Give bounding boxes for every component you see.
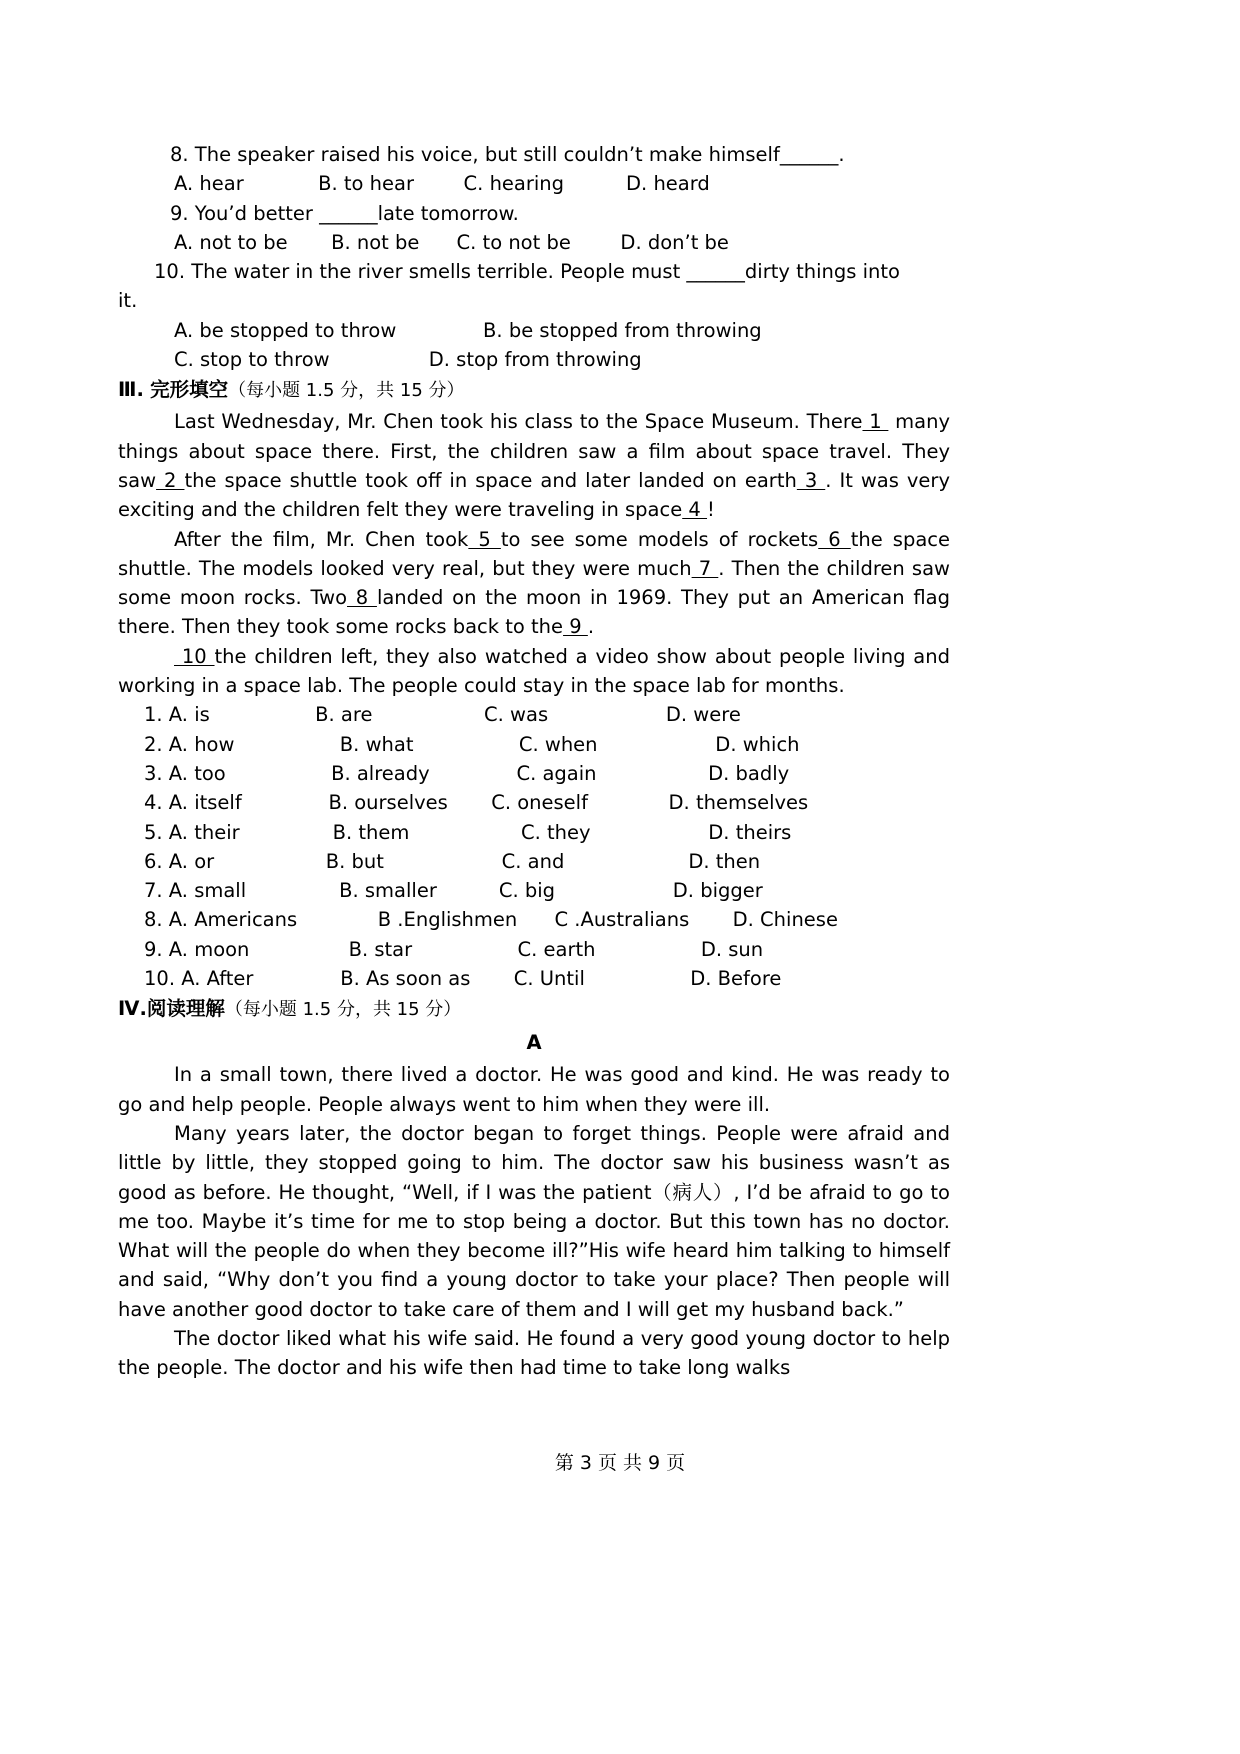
section-score-note-reading: （每小题 1.5 分，共 15 分）	[224, 999, 462, 1021]
section-numeral-4-dot: .	[139, 997, 147, 1021]
cloze-blank-3[interactable]: 3	[796, 468, 826, 492]
question-9-stem: 9. You’d better ______late tomorrow.	[170, 201, 519, 225]
question-8-options: A. hear B. to hear C. hearing D. heard	[174, 172, 710, 196]
cloze-option-row-4[interactable]: 4. A. itself B. ourselves C. oneself D. themselves	[144, 791, 809, 815]
cloze-paragraph-3: 10 the children left, they also watched a video show about people living and working in a space lab. The people could stay in the space lab for months.	[118, 644, 950, 698]
cloze-paragraph-2: After the film, Mr. Chen took 5 to see some models of rockets 6 the space shuttle. The models looked very real, but they were much 7 . Then the children saw some moon rocks. Two 8 landed on the moon in 1969. They put an American flag there. Then they took some rocks back to the 9 .	[118, 527, 951, 639]
question-10-options-row-2: C. stop to throw D. stop from throwing	[174, 348, 642, 372]
cloze-blank-8[interactable]: 8	[347, 586, 377, 610]
section-title-cloze: 完形填空	[150, 378, 229, 402]
cloze-option-row-10[interactable]: 10. A. After B. As soon as C. Until D. Before	[144, 967, 782, 991]
cloze-option-row-8[interactable]: 8. A. Americans B .Englishmen C .Australians D. Chinese	[144, 908, 838, 932]
cloze-option-row-5[interactable]: 5. A. their B. them C. they D. theirs	[144, 820, 792, 844]
reading-paragraph-3: The doctor liked what his wife said. He found a very good young doctor to help the people. The doctor and his wife then had time to take long walks	[118, 1326, 950, 1380]
cloze-option-row-9[interactable]: 9. A. moon B. star C. earth D. sun	[144, 937, 764, 961]
cloze-option-row-7[interactable]: 7. A. small B. smaller C. big D. bigger	[144, 879, 763, 903]
cloze-blank-4[interactable]: 4	[682, 498, 708, 522]
question-10-stem: 10. The water in the river smells terrible. People must ______dirty things into	[154, 260, 900, 284]
page-footer	[0, 1448, 1240, 1475]
question-8-stem: 8. The speaker raised his voice, but still couldn’t make himself______.	[170, 143, 845, 166]
cloze-blank-2[interactable]: 2	[156, 468, 185, 492]
section-score-note-cloze: （每小题 1.5 分，共 15 分）	[228, 380, 465, 402]
cloze-blank-6[interactable]: 6	[818, 527, 851, 551]
cloze-blank-1[interactable]: 1	[862, 410, 889, 434]
passage-label-a: A	[526, 1031, 542, 1055]
reading-paragraph-1: In a small town, there lived a doctor. He was good and kind. He was ready to go and help people. People always went to him when they were ill.	[118, 1063, 950, 1116]
cloze-paragraph-1: Last Wednesday, Mr. Chen took his class to the Space Museum. There 1 many things about space there. First, the children saw a film about space travel. They saw 2 the space shuttle took off in space and later landed on earth 3 . It was very exciting and the children felt they were traveling in space 4 !	[118, 410, 950, 522]
cloze-blank-7[interactable]: 7	[691, 556, 719, 580]
section-numeral-3-dot: .	[136, 378, 144, 402]
question-10-options-row-1: A. be stopped to throw B. be stopped from throwing	[174, 318, 762, 342]
page-content-column	[118, 140, 950, 1383]
page-footer-text: 第 3 页 共 9 页	[554, 1452, 686, 1474]
cloze-option-row-1[interactable]: 1. A. is B. are C. was D. were	[144, 703, 741, 727]
cloze-option-row-2[interactable]: 2. A. how B. what C. when D. which	[144, 732, 800, 756]
cloze-blank-9[interactable]: 9	[563, 615, 588, 639]
section-numeral-3: Ⅲ	[118, 378, 137, 402]
cloze-blank-5[interactable]: 5	[468, 527, 501, 551]
cloze-options-list	[118, 700, 950, 993]
section-heading-reading	[118, 993, 950, 1026]
question-9-options: A. not to be B. not be C. to not be D. don’t be	[174, 230, 729, 254]
section-heading-cloze	[118, 374, 950, 407]
section-title-reading: 阅读理解	[146, 997, 225, 1021]
section-numeral-4: Ⅳ	[118, 997, 140, 1021]
question-10-stem-continuation: it.	[118, 289, 138, 313]
cloze-option-row-3[interactable]: 3. A. too B. already C. again D. badly	[144, 761, 790, 785]
cloze-blank-10[interactable]: 10	[174, 644, 215, 668]
cloze-option-row-6[interactable]: 6. A. or B. but C. and D. then	[144, 849, 761, 873]
reading-paragraph-2: Many years later, the doctor began to forget things. People were afraid and little by little, they stopped going to him. The doctor saw his business wasn’t as good as before. He thought, “Well, if I was the patient（病人）, I’d be afraid to go to me too. Maybe it’s time for me to stop being a doctor. But this town has no doctor. What will the people do when they become ill?”His wife heard him talking to himself and said, “Why don’t you find a young doctor to take your place? Then people will have another good doctor to take care of them and I will get my husband back.”	[118, 1121, 950, 1321]
